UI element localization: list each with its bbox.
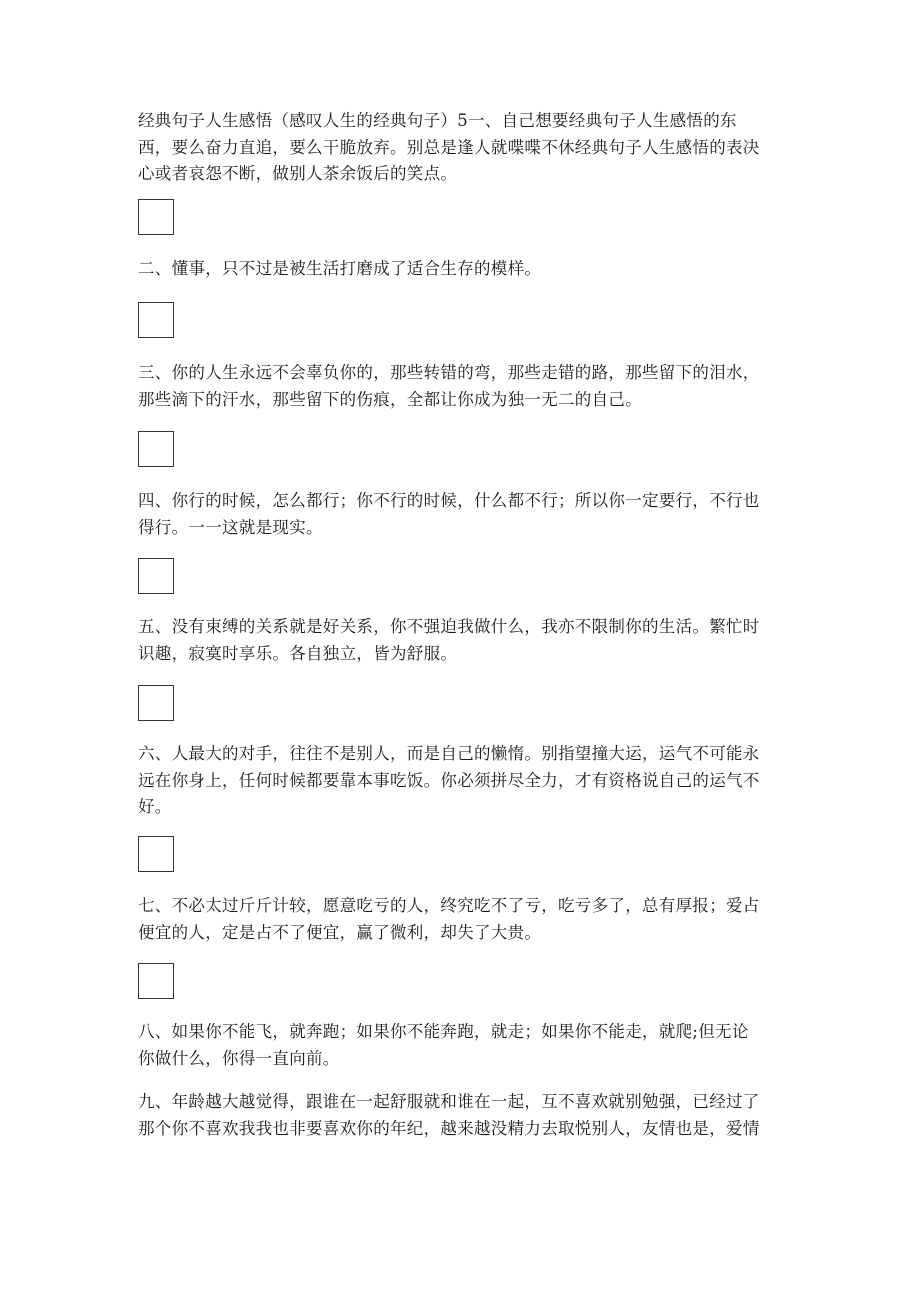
text-line: 六、人最大的对手，往往不是别人，而是自己的懒惰。别指望撞大运，运气不可能永 [138, 744, 760, 763]
text-line: 便宜的人，定是占不了便宜，赢了微利，却失了大贵。 [138, 922, 542, 942]
text-line: 二、懂事，只不过是被生活打磨成了适合生存的模样。 [138, 259, 542, 278]
text-line: 好。 [138, 797, 172, 816]
text-line: 八、如果你不能飞，就奔跑；如果你不能奔跑，就走；如果你不能走，就爬;但无论 [138, 1022, 749, 1041]
paragraph-5 [138, 614, 788, 667]
paragraph-8 [138, 1019, 788, 1072]
paragraph-4 [138, 488, 788, 541]
paragraph-7 [138, 893, 788, 946]
text-line: 远在你身上，任何时候都要靠本事吃饭。你必须拼尽全力，才有资格说自己的运气不 [138, 770, 760, 790]
text-line: 心或者哀怨不断，做别人茶余饭后的笑点。 [138, 164, 458, 183]
text-line: 那些滴下的汗水，那些留下的伤痕，全都让你成为独一无二的自己。 [138, 389, 642, 409]
image-placeholder-box [138, 431, 174, 467]
paragraph-9 [138, 1089, 788, 1142]
text-line: 七、不必太过斤斤计较，愿意吃亏的人，终究吃不了亏，吃亏多了，总有厚报；爱占 [138, 896, 760, 915]
text-line: 你做什么，你得一直向前。 [138, 1048, 340, 1068]
paragraph-3 [138, 360, 788, 413]
paragraph-2 [138, 256, 788, 283]
image-placeholder-box [138, 302, 174, 338]
image-placeholder-box [138, 685, 174, 721]
paragraph-intro [138, 108, 788, 188]
text-line: 五、没有束缚的关系就是好关系，你不强迫我做什么，我亦不限制你的生活。繁忙时 [138, 617, 760, 636]
text-line: 九、年龄越大越觉得，跟谁在一起舒服就和谁在一起，互不喜欢就别勉强，已经过了 [138, 1092, 760, 1111]
image-placeholder-box [138, 558, 174, 594]
image-placeholder-box [138, 836, 174, 872]
paragraph-6 [138, 741, 788, 821]
image-placeholder-box [138, 963, 174, 999]
text-line: 四、你行的时候，怎么都行；你不行的时候，什么都不行；所以你一定要行，不行也 [138, 491, 760, 510]
text-line: 经典句子人生感悟（感叹人生的经典句子）5一、自己想要经典句子人生感悟的东 [138, 111, 737, 130]
text-line: 识趣，寂寞时享乐。各自独立，皆为舒服。 [138, 643, 458, 663]
text-line: 得行。一一这就是现实。 [138, 517, 323, 537]
text-line: 那个你不喜欢我我也非要喜欢你的年纪，越来越没精力去取悦别人，友情也是，爱情 [138, 1118, 760, 1138]
text-line: 西，要么奋力直追，要么干脆放弃。别总是逢人就喋喋不休经典句子人生感悟的表决 [138, 137, 760, 157]
image-placeholder-box [138, 199, 174, 235]
text-line: 三、你的人生永远不会辜负你的，那些转错的弯，那些走错的路，那些留下的泪水， [138, 363, 760, 382]
